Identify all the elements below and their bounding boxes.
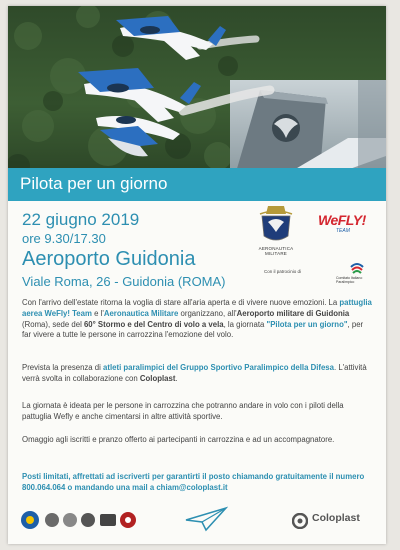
email-link[interactable]: chiam@coloplast.it bbox=[156, 482, 228, 492]
phone-number: 800.064.064 bbox=[22, 482, 66, 492]
sponsor-logos bbox=[254, 202, 384, 292]
partner-logo-icon bbox=[63, 513, 77, 527]
paragraph-gift: Omaggio agli iscritti e pranzo offerto ai partecipanti in carrozzina e ad un accompagnatore. bbox=[22, 435, 335, 444]
event-date: 22 giugno 2019 bbox=[22, 210, 140, 229]
patronage-label: Con il patrocinio di bbox=[264, 269, 302, 274]
partner-logos-row bbox=[18, 500, 148, 540]
cip-logo-text: Comitato Italiano Paralimpico bbox=[336, 276, 363, 284]
wefly-logo-subtitle: TEAM bbox=[336, 228, 350, 234]
event-address: Viale Roma, 26 - Guidonia (ROMA) bbox=[22, 274, 226, 289]
title-band bbox=[8, 168, 386, 201]
paragraph-contact: Posti limitati, affrettati ad iscriverti per garantirti il posto chiamando gratuitamente il numero 800.064.064 o mandando una mail a chiam@coloplast.it bbox=[22, 472, 365, 492]
aeronautica-logo-text: AERONAUTICA MILITARE bbox=[258, 246, 294, 256]
partner-logo-icon bbox=[100, 514, 116, 526]
paragraph-activities: La giornata è ideata per le persone in carrozzina che potranno andare in volo con i piloti della pattuglia Wefly e anche cimentarsi in altre attività sportive. bbox=[22, 401, 344, 421]
coloplast-logo-text: Coloplast bbox=[312, 512, 360, 524]
paragraph-athletes: Prevista la presenza di atleti paralimpici del Gruppo Sportivo Paralimpico della Difesa. L'attività verrà svolta in collaborazione con Coloplast. bbox=[22, 363, 367, 383]
event-time: ore 9.30/17.30 bbox=[22, 231, 106, 246]
footer-logos bbox=[8, 494, 386, 544]
event-venue: Aeroporto Guidonia bbox=[22, 248, 196, 270]
page-title: Pilota per un giorno bbox=[20, 174, 168, 193]
paragraph-intro: Con l'arrivo dell'estate ritorna la voglia di stare all'aria aperta e di vivere nuove emozioni. La pattuglia aerea WeFly! Team e l'Aeronautica Militare organizzano, all'Aeroporto militare di Guidonia (Roma), sede del 60° Stormo e del Centro di volo a vela, la giornata "Pilota per un giorno", per far vivere a tutte le persone in carrozzina l'emozione del volo. bbox=[22, 298, 372, 340]
paper-plane-icon bbox=[184, 504, 228, 532]
flyer-page bbox=[8, 6, 386, 544]
partner-logo-icon bbox=[81, 513, 95, 527]
partner-logo-icon bbox=[45, 513, 59, 527]
hero-photo bbox=[8, 6, 386, 201]
aeronautica-crest-icon bbox=[254, 202, 298, 246]
wefly-logo: WeFLY! bbox=[318, 212, 366, 228]
cip-logo-icon bbox=[348, 260, 366, 274]
coloplast-logo-icon bbox=[292, 513, 308, 529]
